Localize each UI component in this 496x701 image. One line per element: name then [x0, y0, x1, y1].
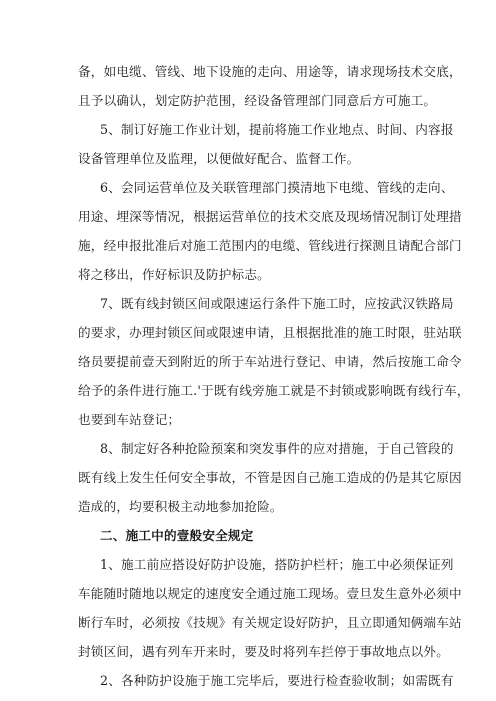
text-line: 给予的条件进行施工.'于既有线旁施工就是不封锁或影响既有线行车， — [78, 383, 470, 398]
text-line: 封锁区间，遇有列车开来时，要及时将列车拦停于事故地点以外。 — [78, 644, 450, 659]
text-line: 设备管理单位及监理，以便做好配合、监督工作。 — [78, 151, 360, 166]
text-line: 2、各种防护设施于施工完毕后，要进行检查验收制；如需既有 — [100, 673, 454, 688]
text-line: 6、会同运营单位及关联管理部门摸清地下电缆、管线的走向、 — [100, 180, 454, 195]
section-heading: 二、施工中的壹般安全规定 — [100, 528, 254, 543]
text-line: 将之移出，作好标识及防护标志。 — [78, 267, 270, 282]
text-line: 造成的，均要积极主动地参加抢险。 — [78, 499, 283, 514]
text-line: 车能随时随地以规定的速度安全通过施工现场。壹旦发生意外必须中 — [78, 586, 462, 601]
text-line: 8、制定好各种抢险预案和突发事件的应对措施，于自己管段的 — [100, 441, 454, 456]
text-line: 施，经申报批准后对施工范围内的电缆、管线进行探测且请配合部门 — [78, 238, 462, 253]
text-line: 络员要提前壹天到附近的所于车站进行登记、申请，然后按施工命令 — [78, 354, 462, 369]
text-line: 既有线上发生任何安全事故，不管是因自己施工造成的仍是其它原因 — [78, 470, 462, 485]
text-line: 用途、埋深等情况，根据运营单位的技术交底及现场情况制订处理措 — [78, 209, 462, 224]
text-line: 断行车时，必须按《技规》有关规定设好防护，且立即通知俩端车站 — [78, 615, 462, 630]
text-line: 也要到车站登记； — [78, 412, 181, 427]
text-line: 1、施工前应搭设好防护设施，搭防护栏杆；施工中必须保证列 — [100, 557, 454, 572]
text-line: 备，如电缆、管线、地下设施的走向、用途等，请求现场技术交底， — [78, 64, 462, 79]
text-line: 的要求，办理封锁区间或限速申请，且根据批准的施工时限，驻站联 — [78, 325, 462, 340]
text-line: 7、既有线封锁区间或限速运行条件下施工时，应按武汉铁路局 — [100, 296, 454, 311]
text-line: 且予以确认，划定防护范围，经设备管理部门同意后方可施工。 — [78, 93, 437, 108]
text-line: 5、制订好施工作业计划，提前将施工作业地点、时间、内容报 — [100, 122, 454, 137]
